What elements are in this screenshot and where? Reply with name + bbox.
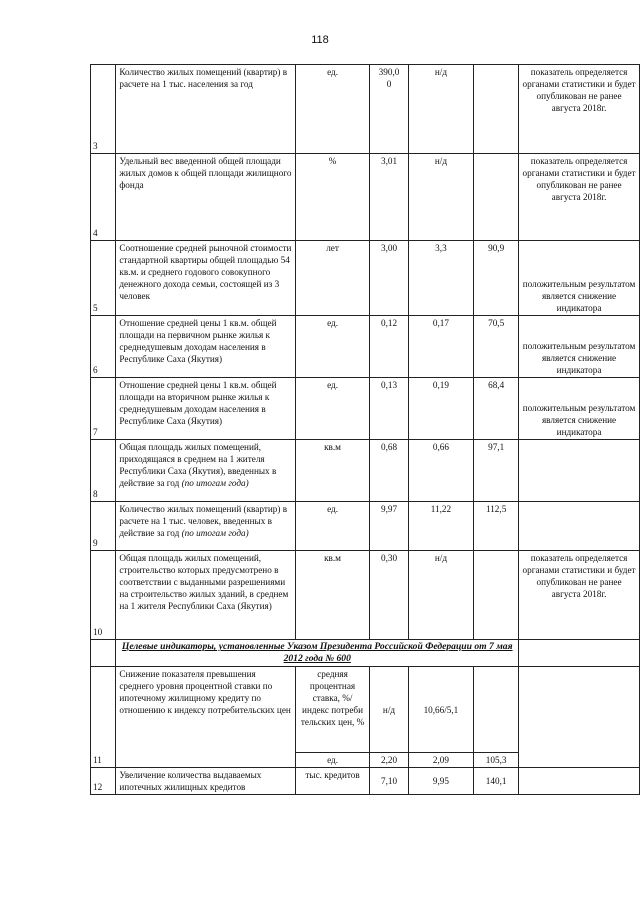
note-cell: положительным результатом является снижение индикатора [519,378,640,440]
indicator-name: Количество жилых помещений (квартир) в расчете на 1 тыс. населения за год [116,65,295,154]
value-cell: 0,30 [370,551,408,640]
indicator-name: Соотношение средней рыночной стоимости стандартной квартиры общей площадью 54 кв.м. и среднего годового совокупного денежного дохода семьи, состоящей из 3 человек [116,241,295,316]
value-cell: 0,13 [370,378,408,440]
row-number: 7 [91,378,116,440]
unit-cell: кв.м [295,440,370,502]
row-number: 10 [91,551,116,640]
value-cell: 7,10 [370,768,408,795]
value-cell: 68,4 [474,378,519,440]
row-number: 9 [91,502,116,551]
value-cell: 10,66/5,1 [408,667,474,753]
row-number: 12 [91,768,116,795]
indicator-name: Отношение средней цены 1 кв.м. общей площади на первичном рынке жилья к среднедушевым доходам населения в Республике Саха (Якутия) [116,316,295,378]
row-number: 11 [91,667,116,768]
row-number: 5 [91,241,116,316]
table-row [91,667,640,753]
value-cell: 390,0 0 [370,65,408,154]
row-number: 3 [91,65,116,154]
row-number: 6 [91,316,116,378]
indicator-period-note: (по итогам года) [181,478,249,488]
value-cell: 2,20 [370,753,408,768]
page-number: 118 [311,34,329,46]
value-cell: 70,5 [474,316,519,378]
table-row [91,316,640,378]
indicator-name [116,440,295,502]
note-cell: положительным результатом является снижение индикатора [519,241,640,316]
value-cell: н/д [370,667,408,753]
indicator-name: Снижение показателя превышения среднего уровня процентной ставки по ипотечному жилищному кредиту по отношению к индексу потребительских цен [116,667,295,768]
value-cell [474,65,519,154]
value-cell: 105,3 [474,753,519,768]
table-row [91,502,640,551]
value-cell: н/д [408,551,474,640]
table-row [91,241,640,316]
unit-cell: ед. [295,502,370,551]
unit-cell: кв.м [295,551,370,640]
indicator-name: Отношение средней цены 1 кв.м. общей площади на вторичном рынке жилья к среднедушевым доходам населения в Республике Саха (Якутия) [116,378,295,440]
indicator-name: Увеличение количества выдаваемых ипотечных жилищных кредитов [116,768,295,795]
value-cell: 0,12 [370,316,408,378]
value-cell: 3,3 [408,241,474,316]
unit-cell: средняя процентная ставка, %/ индекс потреби тельских цен, % [295,667,370,753]
value-cell: 112,5 [474,502,519,551]
row-number: 4 [91,154,116,241]
value-cell: 3,00 [370,241,408,316]
note-cell: положительным результатом является снижение индикатора [519,316,640,378]
value-cell: 3,01 [370,154,408,241]
note-cell: показатель определяется органами статистики и будет опубликован не ранее августа 2018г. [519,154,640,241]
unit-cell: тыс. кредитов [295,768,370,795]
note-cell [519,440,640,502]
indicator-name-text: Общая площадь жилых помещений, приходящаяся в среднем на 1 жителя Республики Саха (Якутия), введенных в действие за год [119,442,277,488]
value-cell: 0,66 [408,440,474,502]
value-cell: н/д [408,154,474,241]
value-cell: 140,1 [474,768,519,795]
section-title: Целевые индикаторы, установленные Указом Президента Российской Федерации от 7 мая 2012 года № 600 [116,640,519,667]
unit-cell: ед. [295,378,370,440]
unit-cell: ед. [295,753,370,768]
value-cell: н/д [408,65,474,154]
value-cell: 90,9 [474,241,519,316]
unit-cell: лет [295,241,370,316]
note-cell: показатель определяется органами статистики и будет опубликован не ранее августа 2018г. [519,551,640,640]
value-cell: 9,97 [370,502,408,551]
table-row [91,154,640,241]
unit-cell: ед. [295,65,370,154]
indicator-period-note: (по итогам года) [181,528,249,538]
value-cell [474,551,519,640]
indicator-name: Общая площадь жилых помещений, строительство которых предусмотрено в соответствии с выданными разрешениями на строительство жилых зданий, в среднем на 1 жителя Республики Саха (Якутия) [116,551,295,640]
value-cell: 11,22 [408,502,474,551]
value-cell [474,154,519,241]
indicator-name: Удельный вес введенной общей площади жилых домов к общей площади жилищного фонда [116,154,295,241]
unit-cell: ед. [295,316,370,378]
value-cell: 2,09 [408,753,474,768]
value-cell: 9,95 [408,768,474,795]
section-row [91,640,640,667]
table-row [91,440,640,502]
table-row [91,768,640,795]
indicator-name-text: Количество жилых помещений (квартир) в расчете на 1 тыс. человек, введенных в действие за год [119,504,288,538]
indicator-name [116,502,295,551]
value-cell: 0,68 [370,440,408,502]
value-cell: 0,19 [408,378,474,440]
table-row [91,378,640,440]
table-row [91,65,640,154]
row-number: 8 [91,440,116,502]
table-row [91,551,640,640]
unit-cell: % [295,154,370,241]
value-cell: 97,1 [474,440,519,502]
value-cell: 0,17 [408,316,474,378]
indicators-table [90,64,640,795]
note-cell: показатель определяется органами статистики и будет опубликован не ранее августа 2018г. [519,65,640,154]
note-cell [519,502,640,551]
